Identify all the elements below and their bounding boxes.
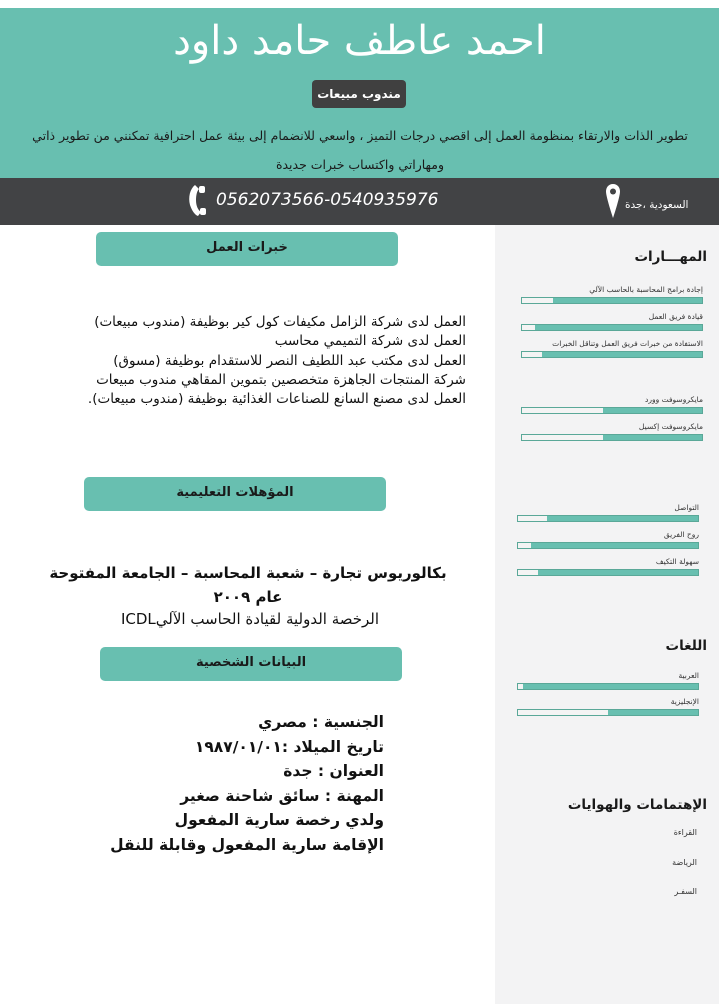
skill-label: مايكروسوفت إكسيل [638,422,703,431]
skill-bar [517,542,699,549]
work-item: العمل لدى مصنع السانع للصناعات الغذائية بوظيفة (مندوب مبيعات). [87,391,466,408]
skill-label: سهولة التكيف [655,557,699,566]
location-text: السعودية ،جدة [625,199,689,211]
language-label: العربية [678,671,699,680]
skill-label: إجادة برامج المحاسبة بالحاسب الآلي [589,285,703,294]
personal-item: ولدي رخصة سارية المفعول [174,811,384,829]
career-objective [22,121,698,179]
work-experience-list [30,313,466,409]
education-heading: المؤهلات التعليمية [84,477,386,511]
education-degree [18,561,478,609]
hobby-item: الرياضة [672,858,697,867]
skill-bar [521,407,703,414]
phone-numbers: 0562073566-0540935976 [216,190,439,210]
personal-item: العنوان : جدة [283,762,384,780]
skill-item [521,339,703,358]
degree-line: بكالوريوس تجارة – شعبة المحاسبة – الجامعة المفتوحة [49,564,447,582]
work-item: العمل لدى مكتب عبد اللطيف النصر للاستقدام بوظيفة (مسوق) [113,352,466,369]
job-title-badge: مندوب مبيعات [312,80,406,108]
language-item [517,671,699,690]
work-item: العمل لدى شركة التميمي محاسب [274,333,466,350]
hobby-item: السفـر [674,887,697,896]
work-item: العمل لدى شركة الزامل مكيفات كول كير بوظيفة (مندوب مبيعات) [94,314,466,330]
skill-item [521,422,703,441]
skill-item [521,285,703,304]
hobby-item: القراءة [673,828,697,837]
phone-icon [186,183,208,217]
soft-skill-item [517,503,699,522]
skill-bar [517,569,699,576]
hobbies-title: الإهتمامات والهوايات [567,797,707,813]
personal-info-heading: البيانات الشخصية [100,647,402,681]
languages-title: اللغات [665,638,707,654]
skill-bar [517,515,699,522]
skill-bar [521,351,703,358]
skill-label: مايكروسوفت وورد [645,395,703,404]
skill-label: الاستفادة من خبرات فريق العمل وتناقل الخبرات [552,339,703,348]
personal-item: المهنة : سائق شاحنة صغير [180,786,384,805]
map-pin-icon [605,183,621,219]
soft-skill-item [517,557,699,576]
work-experience-heading: خبرات العمل [96,232,398,266]
objective-line: تطوير الذات والارتقاء بمنظومة العمل إلى اقصي درجات التميز ، واسعي للانضمام إلى بيئة عمل احترافية تمكنني من تطوير ذاتي [32,128,688,143]
candidate-name: احمد عاطف حامد داود [173,18,546,64]
skill-item [521,312,703,331]
degree-year: عام ٢٠٠٩ [213,588,283,606]
personal-item: الجنسية : مصري [258,713,384,731]
skill-label: التواصل [674,503,699,512]
work-item: شركة المنتجات الجاهزة متخصصين بتموين المقاهي مندوب مبيعات [96,371,466,388]
language-item [517,697,699,716]
language-bar [517,683,699,690]
objective-line: ومهاراتي واكتساب خبرات جديدة [275,157,445,172]
skills-title: المهـــارات [634,249,707,265]
skill-bar [521,297,703,304]
personal-item: تاريخ الميلاد :١٩٨٧/٠١/٠١ [194,737,384,756]
skill-bar [521,324,703,331]
icdl-license: الرخصة الدولية لقيادة الحاسب الآليICDL [120,610,380,628]
skill-item [521,395,703,414]
language-label: الإنجليزية [670,697,699,706]
skill-bar [521,434,703,441]
personal-item: الإقامة سارية المفعول وقابلة للنقل [110,835,384,854]
skill-label: قيادة فريق العمل [648,312,703,321]
soft-skill-item [517,530,699,549]
personal-info-list [100,710,384,857]
language-bar [517,709,699,716]
skill-label: روح الفريق [663,530,699,539]
